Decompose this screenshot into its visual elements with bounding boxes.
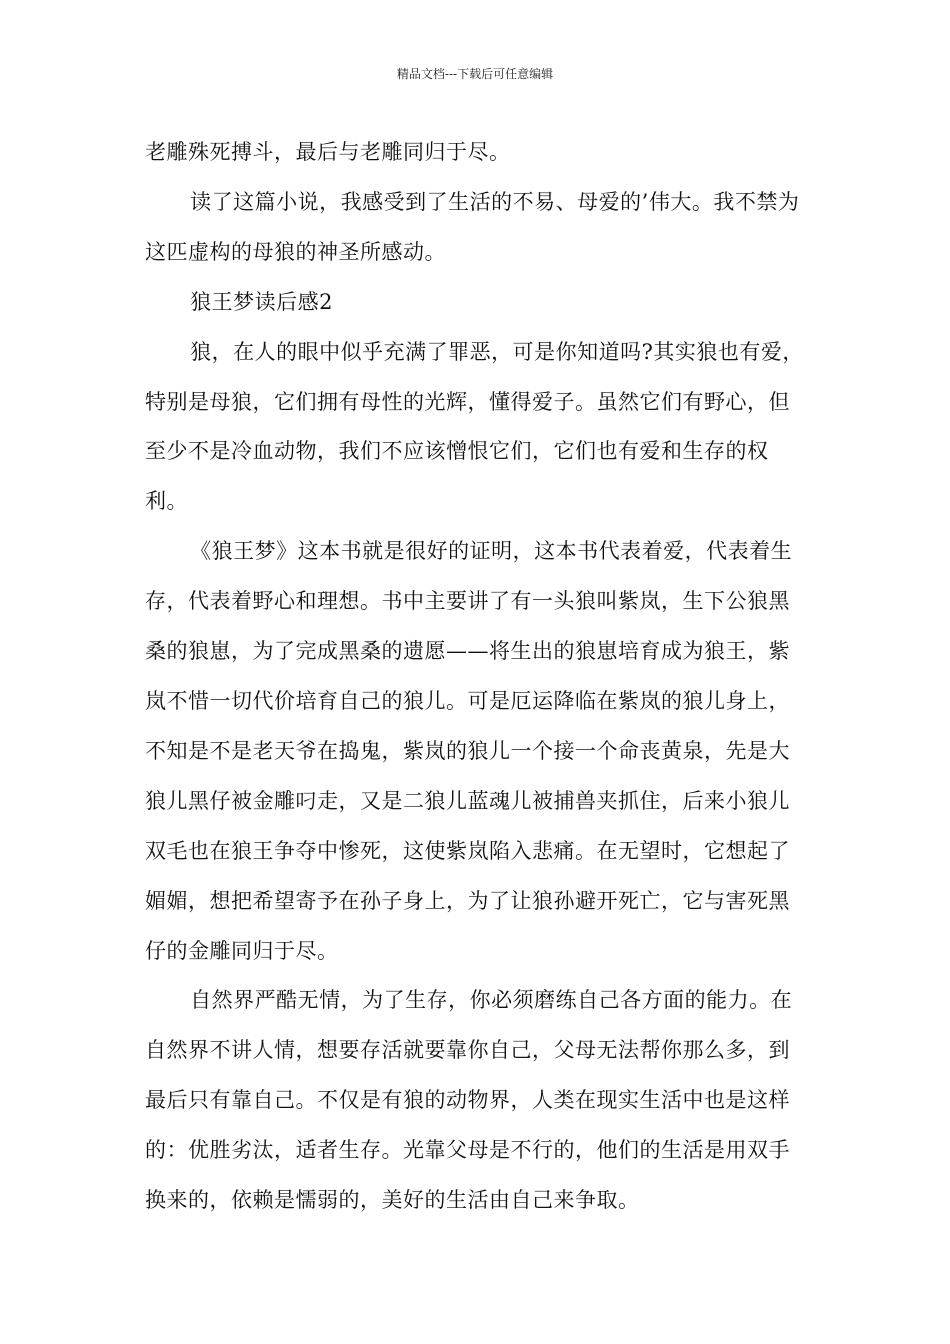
section-title: 狼王梦读后感2 <box>190 289 334 314</box>
paragraph-1: 老雕殊死搏斗，最后与老雕同归于尽。 <box>145 140 511 164</box>
page-header: 精品文档---下载后可任意编辑 <box>396 67 554 81</box>
paragraph-5: 自然界严酷无情，为了生存，你必须磨练自己各方面的能力。在自然界不讲人情，想要存活就要靠你自己，父母无法帮你那么多，到最后只有靠自己。不仅是有狼的动物界，人类在现实生活中也是这样的：优胜劣汰，适者生存。光靠父母是不行的，他们的生活是用双手换来的，依赖是懦弱的，美好的生活由自己来争取。 <box>145 988 793 1213</box>
document-body <box>145 128 810 1226</box>
paragraph-2: 读了这篇小说，我感受到了生活的不易、母爱的’伟大。我不禁为这匹虚构的母狼的神圣所感动。 <box>145 189 800 264</box>
paragraph-4: 《狼王梦》这本书就是很好的证明，这本书代表着爱，代表着生存，代表着野心和理想。书中主要讲了有一头狼叫紫岚，生下公狼黑桑的狼崽，为了完成黑桑的遗愿——将生出的狼崽培育成为狼王，紫岚不惜一切代价培育自己的狼儿。可是厄运降临在紫岚的狼儿身上，不知是不是老天爷在捣鬼，紫岚的狼儿一个接一个命丧黄泉，先是大狼儿黑仔被金雕叼走，又是二狼儿蓝魂儿被捕兽夹抓住，后来小狼儿双毛也在狼王争夺中惨死，这使紫岚陷入悲痛。在无望时，它想起了媚媚，想把希望寄予在孙子身上，为了让狼孙避开死亡，它与害死黑仔的金雕同归于尽。 <box>145 539 793 963</box>
paragraph-3: 狼，在人的眼中似乎充满了罪恶，可是你知道吗?其实狼也有爱，特别是母狼，它们拥有母性的光辉，懂得爱子。虽然它们有野心，但至少不是冷血动物，我们不应该憎恨它们，它们也有爱和生存的权利。 <box>145 339 804 514</box>
